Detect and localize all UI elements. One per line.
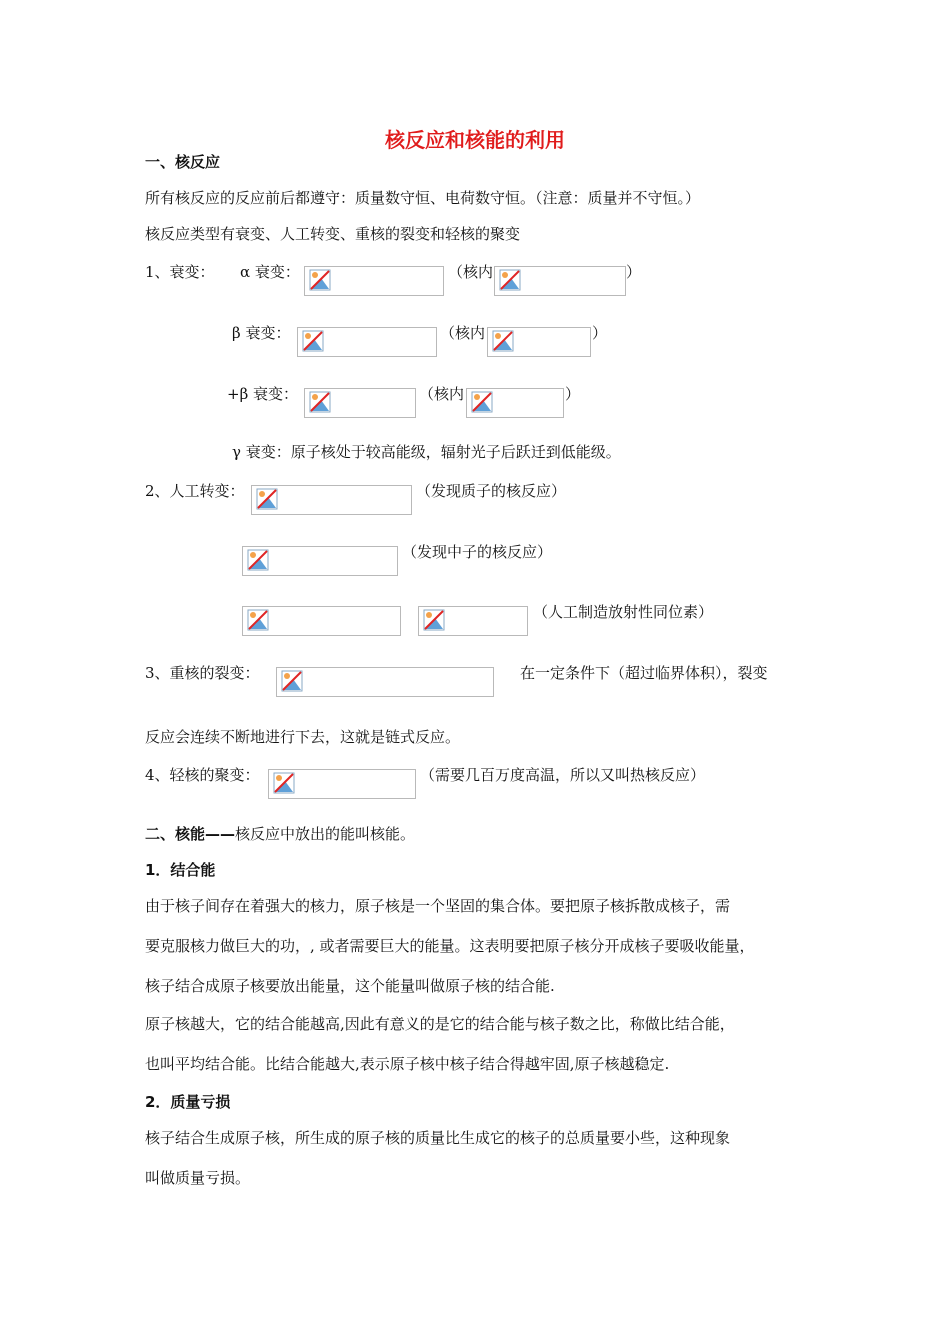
alpha-decay-label: α 衰变： <box>240 263 300 281</box>
isotope-note: （人工制造放射性同位素） <box>533 603 714 621</box>
fusion-label: 4、轻核的聚变： <box>145 766 260 784</box>
paragraph: 也叫平均结合能。比结合能越大,表示原子核中核子结合得越牢固,原子核越稳定. <box>145 1055 670 1073</box>
decay-label: 1、衰变： <box>145 263 215 281</box>
equation-image <box>242 546 398 576</box>
equation-image <box>304 388 416 418</box>
equation-image <box>494 266 626 296</box>
close-paren: ） <box>565 385 581 403</box>
equation-image <box>242 606 401 636</box>
paragraph: 要克服核力做巨大的功，, 或者需要巨大的能量。这表明要把原子核分开成核子要吸收能量， <box>145 937 755 955</box>
paragraph: 核子结合生成原子核，所生成的原子核的质量比生成它的核子的总质量要小些，这种现象 <box>145 1129 731 1147</box>
close-paren: ） <box>626 263 642 281</box>
equation-image <box>304 266 444 296</box>
broken-image-icon <box>309 269 331 291</box>
artificial-label: 2、人工转变： <box>145 482 245 500</box>
subheading-mass-defect: 2．质量亏损 <box>145 1093 231 1111</box>
broken-image-icon <box>423 609 445 631</box>
paragraph: 核子结合成原子核要放出能量，这个能量叫做原子核的结合能. <box>145 977 555 995</box>
fission-label: 3、重核的裂变： <box>145 664 260 682</box>
beta-decay-label: β 衰变： <box>232 324 291 342</box>
equation-image <box>276 667 494 697</box>
broken-image-icon <box>309 391 331 413</box>
neutron-note: （发现中子的核反应） <box>402 543 553 561</box>
section-2-heading-rest: 核反应中放出的能叫核能。 <box>235 825 416 843</box>
broken-image-icon <box>499 269 521 291</box>
equation-image <box>487 327 591 357</box>
broken-image-icon <box>302 330 324 352</box>
fission-note: 在一定条件下（超过临界体积），裂变 <box>520 664 768 682</box>
nucleus-note: （核内 <box>440 324 486 342</box>
broken-image-icon <box>247 549 269 571</box>
nucleus-note: （核内 <box>419 385 465 403</box>
paragraph: 原子核越大，它的结合能越高,因此有意义的是它的结合能与核子数之比，称做比结合能， <box>145 1015 735 1033</box>
page-title: 核反应和核能的利用 <box>385 128 565 152</box>
paragraph: 所有核反应的反应前后都遵守：质量数守恒、电荷数守恒。（注意：质量并不守恒。） <box>145 189 701 207</box>
section-1-heading: 一、核反应 <box>145 153 221 171</box>
broken-image-icon <box>471 391 493 413</box>
broken-image-icon <box>247 609 269 631</box>
paragraph: 由于核子间存在着强大的核力，原子核是一个坚固的集合体。要把原子核拆散成核子，需 <box>145 897 731 915</box>
section-2-heading: 二、核能—— <box>145 825 236 843</box>
equation-image <box>297 327 437 357</box>
subheading-binding-energy: 1．结合能 <box>145 861 216 879</box>
paragraph: 叫做质量亏损。 <box>145 1169 251 1187</box>
positive-beta-decay-label: +β 衰变： <box>227 385 299 403</box>
equation-image <box>466 388 564 418</box>
gamma-decay-text: γ 衰变：原子核处于较高能级，辐射光子后跃迁到低能级。 <box>232 443 621 461</box>
equation-image <box>418 606 528 636</box>
close-paren: ） <box>592 324 608 342</box>
broken-image-icon <box>281 670 303 692</box>
fusion-note: （需要几百万度高温，所以又叫热核反应） <box>420 766 706 784</box>
paragraph: 反应会连续不断地进行下去，这就是链式反应。 <box>145 728 461 746</box>
broken-image-icon <box>492 330 514 352</box>
nucleus-note: （核内 <box>448 263 494 281</box>
proton-note: （发现质子的核反应） <box>416 482 567 500</box>
equation-image <box>251 485 412 515</box>
equation-image <box>268 769 416 799</box>
broken-image-icon <box>273 772 295 794</box>
broken-image-icon <box>256 488 278 510</box>
paragraph: 核反应类型有衰变、人工转变、重核的裂变和轻核的聚变 <box>145 225 521 243</box>
